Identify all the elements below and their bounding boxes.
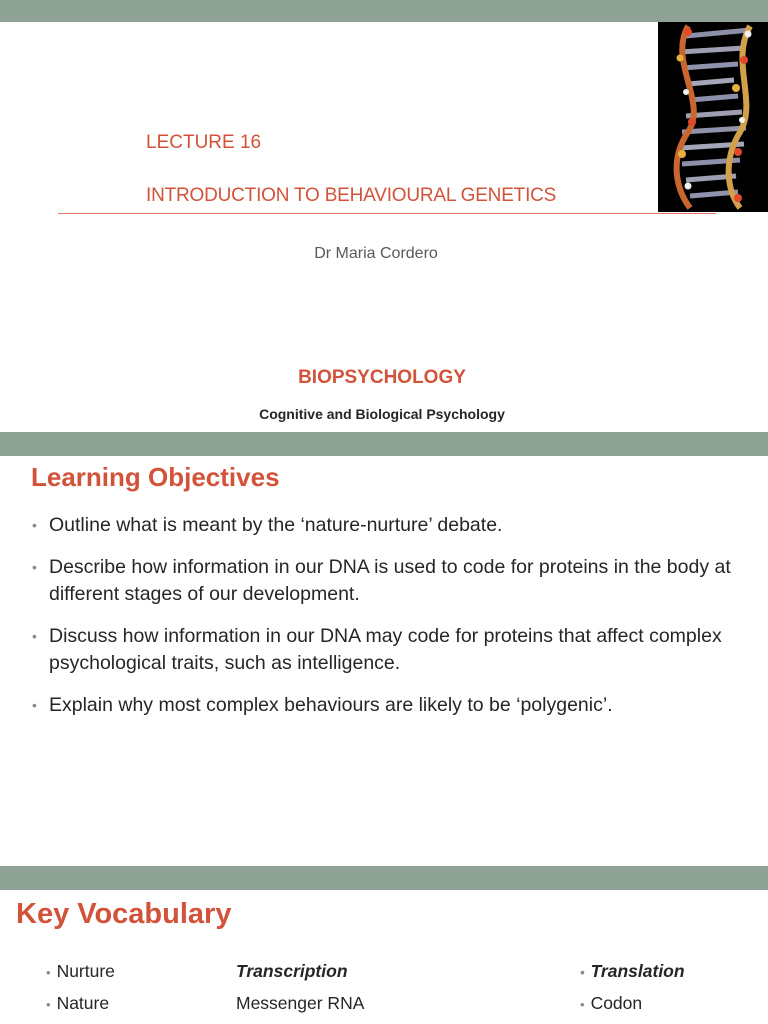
list-item [32, 692, 752, 719]
bullet-icon: • [46, 997, 51, 1012]
vocab-item [46, 961, 115, 982]
vocab-item [236, 961, 348, 982]
lecture-title: INTRODUCTION TO BEHAVIOURAL GENETICS [146, 185, 557, 206]
bullet-icon: • [580, 997, 585, 1012]
top-bar [0, 866, 768, 890]
objective-text: Explain why most complex behaviours are likely to be ‘polygenic’. [49, 694, 613, 716]
objective-text: Outline what is meant by the ‘nature-nurture’ debate. [49, 514, 503, 536]
vocab-term: Nature [56, 993, 110, 1013]
lecture-number: LECTURE 16 [146, 132, 262, 153]
slide-heading: Learning Objectives [31, 462, 280, 492]
course-name: Cognitive and Biological Psychology [259, 406, 505, 422]
title-slide [0, 0, 768, 432]
objectives-list [32, 512, 752, 734]
vocab-item [580, 961, 685, 982]
vocab-term: Codon [590, 993, 643, 1013]
objective-text: Discuss how information in our DNA may code for proteins that affect complex psychological traits, such as intelligence. [49, 625, 722, 674]
learning-objectives-slide [0, 432, 768, 866]
key-vocabulary-slide [0, 866, 768, 1024]
bullet-icon: • [32, 628, 37, 644]
vocab-item [46, 993, 109, 1014]
vocab-term: Transcription [236, 961, 348, 981]
slide-heading: Key Vocabulary [16, 898, 232, 930]
subject-name: BIOPSYCHOLOGY [298, 367, 466, 388]
top-bar [0, 0, 768, 22]
vocab-item [236, 993, 364, 1014]
title-divider [58, 213, 716, 214]
objective-text: Describe how information in our DNA is used to code for proteins in the body at different stages of our development. [49, 556, 731, 605]
dna-helix-image [658, 22, 768, 212]
bullet-icon: • [32, 517, 37, 533]
vocab-term: Messenger RNA [236, 993, 365, 1013]
bullet-icon: • [32, 697, 37, 713]
vocab-term: Translation [590, 961, 685, 981]
top-bar [0, 432, 768, 456]
list-item [32, 554, 752, 608]
list-item [32, 623, 752, 677]
author-name: Dr Maria Cordero [314, 245, 438, 262]
list-item [32, 512, 752, 539]
vocab-term: Nurture [56, 961, 115, 981]
bullet-icon: • [46, 965, 51, 980]
bullet-icon: • [32, 559, 37, 575]
bullet-icon: • [580, 965, 585, 980]
vocab-item [580, 993, 642, 1014]
